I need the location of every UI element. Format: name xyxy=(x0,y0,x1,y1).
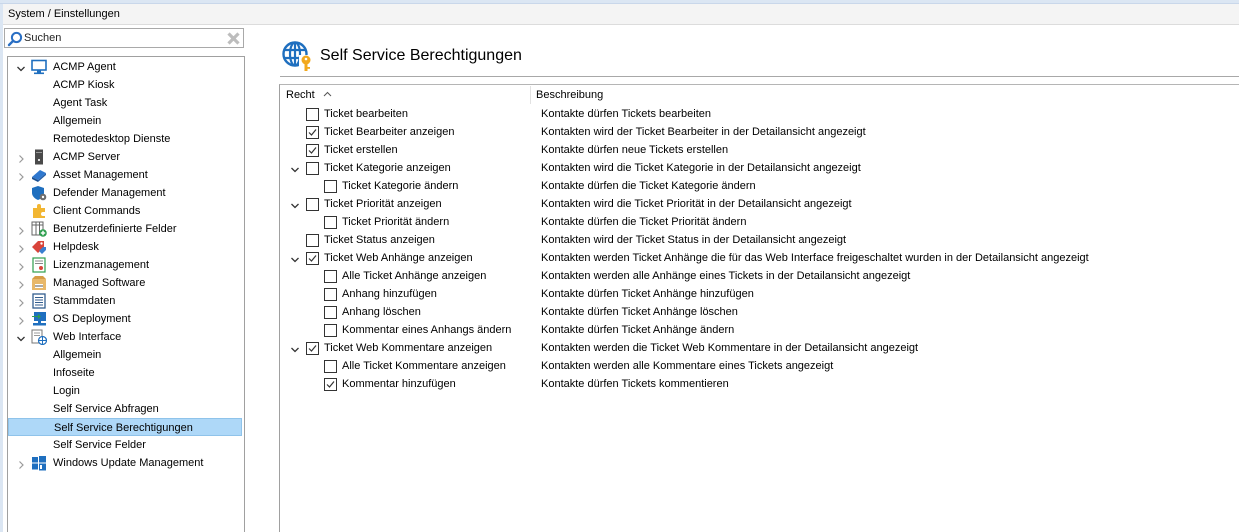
sidebar-item-allgemein[interactable] xyxy=(8,346,242,364)
shield-gear-icon xyxy=(31,185,47,201)
sidebar-item-label: Remotedesktop Dienste xyxy=(53,133,171,145)
windows-icon xyxy=(31,455,47,471)
search-box[interactable] xyxy=(4,28,244,48)
sidebar-item-label: ACMP Server xyxy=(53,151,121,163)
column-header-right-label: Recht xyxy=(286,89,315,101)
permission-name: Ticket erstellen xyxy=(324,144,398,156)
breadcrumb-bar xyxy=(3,4,1239,25)
permission-description: Kontakten wird die Ticket Priorität in der Detailansicht angezeigt xyxy=(541,198,852,210)
permission-name: Ticket Web Kommentare anzeigen xyxy=(324,342,493,354)
sidebar-item-label: ACMP Agent xyxy=(53,61,116,73)
permission-name: Anhang hinzufügen xyxy=(342,288,437,300)
permission-row[interactable] xyxy=(280,141,1239,159)
sidebar-item-helpdesk[interactable] xyxy=(8,238,242,256)
sidebar-item-agent-task[interactable] xyxy=(8,94,242,112)
sidebar-item-label: ACMP Kiosk xyxy=(53,79,115,91)
permission-name: Kommentar eines Anhangs ändern xyxy=(342,324,512,336)
web-doc-icon xyxy=(31,329,47,345)
permission-name: Ticket Bearbeiter anzeigen xyxy=(324,126,455,138)
sidebar-item-label: Client Commands xyxy=(53,205,141,217)
permission-checkbox[interactable] xyxy=(324,216,337,229)
chevron-right-icon[interactable] xyxy=(16,242,26,252)
clear-search-icon[interactable] xyxy=(226,31,241,46)
sort-ascending-icon xyxy=(323,91,332,97)
permission-checkbox[interactable] xyxy=(324,270,337,283)
list-icon xyxy=(31,293,47,309)
permission-description: Kontakten werden alle Anhänge eines Tickets in der Detailansicht angezeigt xyxy=(541,270,911,282)
permission-checkbox[interactable] xyxy=(306,108,319,121)
chevron-right-icon[interactable] xyxy=(16,152,26,162)
permission-row[interactable] xyxy=(280,213,1239,231)
permission-checkbox[interactable] xyxy=(324,378,337,391)
sidebar-item-self-service-felder[interactable] xyxy=(8,436,242,454)
sidebar-item-login[interactable] xyxy=(8,382,242,400)
settings-tree[interactable] xyxy=(7,56,245,532)
column-header-description[interactable]: Beschreibung xyxy=(536,89,604,101)
sidebar-item-allgemein[interactable] xyxy=(8,112,242,130)
chevron-down-icon[interactable] xyxy=(290,343,300,353)
permission-description: Kontakten wird der Ticket Status in der Detailansicht angezeigt xyxy=(541,234,847,246)
permission-checkbox[interactable] xyxy=(306,342,319,355)
permission-row[interactable] xyxy=(280,303,1239,321)
sidebar-item-label: Windows Update Management xyxy=(53,457,204,469)
permission-name: Ticket Web Anhänge anzeigen xyxy=(324,252,473,264)
permission-checkbox[interactable] xyxy=(324,180,337,193)
sidebar-item-client-commands[interactable] xyxy=(8,202,242,220)
permission-description: Kontakten wird die Ticket Kategorie in der Detailansicht angezeigt xyxy=(541,162,861,174)
permissions-grid[interactable] xyxy=(279,84,1239,532)
permission-description: Kontakten wird der Ticket Bearbeiter in der Detailansicht angezeigt xyxy=(541,126,866,138)
chevron-down-icon[interactable] xyxy=(290,199,300,209)
sidebar-item-label: Allgemein xyxy=(53,349,102,361)
search-input[interactable] xyxy=(24,30,224,46)
chevron-right-icon[interactable] xyxy=(16,458,26,468)
permission-description: Kontakte dürfen Tickets kommentieren xyxy=(541,378,729,390)
permission-row[interactable] xyxy=(280,267,1239,285)
sidebar-item-label: Self Service Berechtigungen xyxy=(54,422,193,434)
sidebar-item-label: OS Deployment xyxy=(53,313,131,325)
chevron-down-icon[interactable] xyxy=(16,62,26,72)
column-resize-handle[interactable] xyxy=(530,86,531,104)
sidebar-item-managed-software[interactable] xyxy=(8,274,242,292)
sidebar-item-label: Defender Management xyxy=(53,187,166,199)
permission-row[interactable] xyxy=(280,105,1239,123)
sidebar-item-label: Benutzerdefinierte Felder xyxy=(53,223,177,235)
sidebar-item-acmp-kiosk[interactable] xyxy=(8,76,242,94)
monitor-icon xyxy=(31,59,47,75)
globe-key-icon xyxy=(281,40,313,72)
sidebar-item-label: Self Service Felder xyxy=(53,439,146,451)
chevron-down-icon[interactable] xyxy=(16,332,26,342)
permission-name: Kommentar hinzufügen xyxy=(342,378,456,390)
column-header-right[interactable] xyxy=(286,89,332,101)
chevron-right-icon[interactable] xyxy=(16,224,26,234)
tag-icon xyxy=(31,239,47,255)
permission-row[interactable] xyxy=(280,375,1239,393)
sidebar-item-self-service-berechtigungen[interactable] xyxy=(8,418,242,436)
sidebar-item-lizenzmanagement[interactable] xyxy=(8,256,242,274)
permission-description: Kontakte dürfen die Ticket Priorität ändern xyxy=(541,216,747,228)
sidebar-item-label: Web Interface xyxy=(53,331,122,343)
permission-name: Ticket Priorität anzeigen xyxy=(324,198,442,210)
sidebar-item-label: Self Service Abfragen xyxy=(53,403,159,415)
chevron-right-icon[interactable] xyxy=(16,314,26,324)
permission-row[interactable] xyxy=(280,321,1239,339)
permission-name: Ticket Priorität ändern xyxy=(342,216,450,228)
permission-description: Kontakten werden alle Kommentare eines Tickets angezeigt xyxy=(541,360,834,372)
sidebar-item-stammdaten[interactable] xyxy=(8,292,242,310)
sidebar-item-label: Managed Software xyxy=(53,277,146,289)
permission-description: Kontakte dürfen Ticket Anhänge hinzufügen xyxy=(541,288,754,300)
grid-header xyxy=(280,85,1239,105)
chevron-down-icon[interactable] xyxy=(290,253,300,263)
deploy-icon xyxy=(31,311,47,327)
permission-name: Alle Ticket Kommentare anzeigen xyxy=(342,360,506,372)
page-title: Self Service Berechtigungen xyxy=(320,47,522,64)
permission-row[interactable] xyxy=(280,123,1239,141)
permission-description: Kontakte dürfen neue Tickets erstellen xyxy=(541,144,729,156)
server-icon xyxy=(31,149,47,165)
chevron-right-icon[interactable] xyxy=(16,278,26,288)
permission-name: Ticket Kategorie ändern xyxy=(342,180,459,192)
permission-checkbox[interactable] xyxy=(306,198,319,211)
sidebar-item-label: Helpdesk xyxy=(53,241,99,253)
sidebar-item-label: Stammdaten xyxy=(53,295,116,307)
permission-row[interactable] xyxy=(280,339,1239,357)
permission-name: Ticket Kategorie anzeigen xyxy=(324,162,451,174)
permission-description: Kontakte dürfen Tickets bearbeiten xyxy=(541,108,711,120)
sidebar-item-defender-management[interactable] xyxy=(8,184,242,202)
sidebar-item-asset-management[interactable] xyxy=(8,166,242,184)
permission-description: Kontakte dürfen Ticket Anhänge ändern xyxy=(541,324,735,336)
permission-row[interactable] xyxy=(280,285,1239,303)
permission-row[interactable] xyxy=(280,159,1239,177)
puzzle-icon xyxy=(31,203,47,219)
permission-row[interactable] xyxy=(280,195,1239,213)
sidebar-item-self-service-abfragen[interactable] xyxy=(8,400,242,418)
permission-name: Alle Ticket Anhänge anzeigen xyxy=(342,270,487,282)
certificate-icon xyxy=(31,257,47,273)
permission-checkbox[interactable] xyxy=(324,360,337,373)
chevron-right-icon[interactable] xyxy=(16,170,26,180)
permission-checkbox[interactable] xyxy=(306,234,319,247)
sidebar-item-acmp-agent[interactable] xyxy=(8,58,242,76)
sidebar-item-benutzerdefinierte-felder[interactable] xyxy=(8,220,242,238)
chevron-down-icon[interactable] xyxy=(290,163,300,173)
sidebar-item-label: Asset Management xyxy=(53,169,148,181)
sidebar-item-label: Allgemein xyxy=(53,115,102,127)
permission-name: Ticket Status anzeigen xyxy=(324,234,435,246)
window-left-border xyxy=(0,4,3,532)
permission-checkbox[interactable] xyxy=(306,162,319,175)
asset-icon xyxy=(31,167,47,183)
search-icon xyxy=(7,31,23,47)
permission-name: Anhang löschen xyxy=(342,306,421,318)
permission-row[interactable] xyxy=(280,357,1239,375)
permission-row[interactable] xyxy=(280,249,1239,267)
permission-description: Kontakte dürfen die Ticket Kategorie ändern xyxy=(541,180,756,192)
chevron-right-icon[interactable] xyxy=(16,260,26,270)
sidebar-item-remotedesktop-dienste[interactable] xyxy=(8,130,242,148)
sidebar-item-infoseite[interactable] xyxy=(8,364,242,382)
table-add-icon xyxy=(31,221,47,237)
sidebar-item-web-interface[interactable] xyxy=(8,328,242,346)
permission-checkbox[interactable] xyxy=(324,288,337,301)
permission-description: Kontakten werden die Ticket Web Kommentare in der Detailansicht angezeigt xyxy=(541,342,919,354)
permission-description: Kontakte dürfen Ticket Anhänge löschen xyxy=(541,306,738,318)
sidebar-item-os-deployment[interactable] xyxy=(8,310,242,328)
breadcrumb: System / Einstellungen xyxy=(8,8,120,20)
permission-checkbox[interactable] xyxy=(324,324,337,337)
permission-row[interactable] xyxy=(280,231,1239,249)
sidebar-item-label: Lizenzmanagement xyxy=(53,259,150,271)
permission-description: Kontakten werden Ticket Anhänge die für das Web Interface freigeschaltet wurden in der Detailansicht angezeigt xyxy=(541,252,1089,264)
sidebar-item-label: Infoseite xyxy=(53,367,95,379)
permission-checkbox[interactable] xyxy=(306,126,319,139)
sidebar-item-acmp-server[interactable] xyxy=(8,148,242,166)
sidebar-item-label: Agent Task xyxy=(53,97,108,109)
permission-checkbox[interactable] xyxy=(306,144,319,157)
chevron-right-icon[interactable] xyxy=(16,296,26,306)
title-divider xyxy=(280,76,1239,77)
permission-checkbox[interactable] xyxy=(306,252,319,265)
sidebar-item-label: Login xyxy=(53,385,80,397)
permission-name: Ticket bearbeiten xyxy=(324,108,408,120)
package-icon xyxy=(31,275,47,291)
permission-row[interactable] xyxy=(280,177,1239,195)
sidebar-item-windows-update-management[interactable] xyxy=(8,454,242,472)
permission-checkbox[interactable] xyxy=(324,306,337,319)
